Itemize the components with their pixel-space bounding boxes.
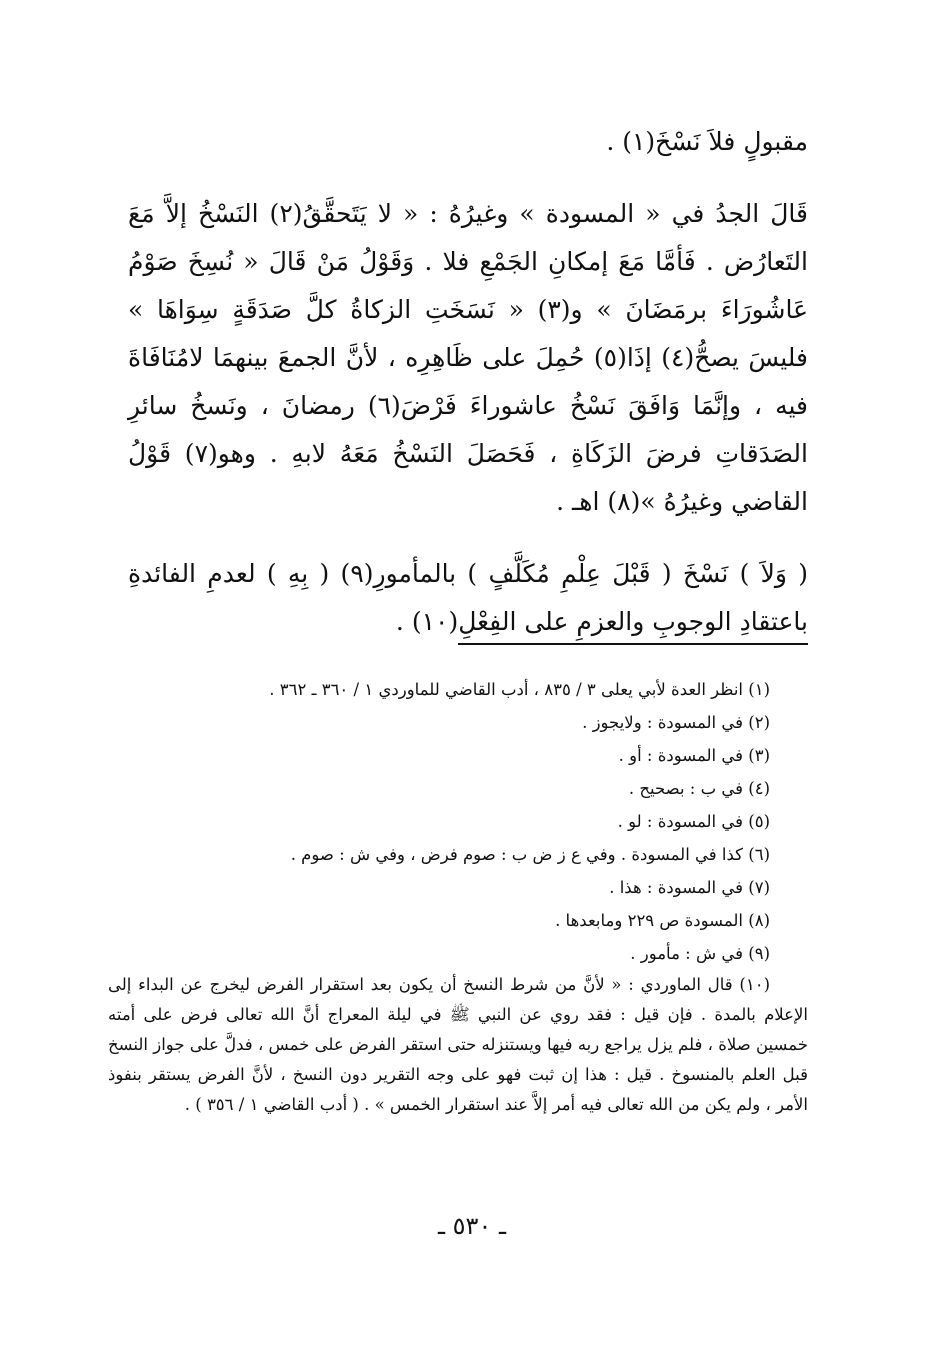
main-paragraph-2: قَالَ الجدُ في « المسودة » وغيرُهُ : « لا يَتَحقَّقُ(٢) النَسْخُ إلاَّ مَعَ التَعارُض . فَأمَّا مَعَ إمكانِ الجَمْعِ فلا . وَقَوْلُ مَنْ قَالَ « نُسِخَ صَوْمُ عَاشُورَاءَ برمَضَانَ » و(٣) « نَسَخَتِ الزكاةُ كلَّ صَدَقَةٍ سِوَاهَا » فليسَ يصحُّ(٤) إذَا(٥) حُمِلَ على ظَاهِرِه ، لأنَّ الجمعَ بينهمَا لامُنَافَاةَ فيه ، وإنَّمَا وَافَقَ نَسْخُ عاشوراءَ فَرْضَ(٦) رمضانَ ، ونَسخُ سائرِ الصَدَقاتِ فرضَ الزَكَاةِ ، فَحَصَلَ النَسْخُ مَعَهُ لابهِ . وهو(٧) قَوْلُ القاضي وغيرُهُ »(٨) اهـ . xyxy=(128,199,809,516)
footnote-5: (٥) في المسودة : لو . xyxy=(617,812,770,831)
page-number: ـ ٥٣٠ ـ xyxy=(437,1212,506,1240)
main-text-block xyxy=(128,118,808,646)
main-paragraph-3: ( وَلاَ ) نَسْخَ ( قَبْلَ عِلْمِ مُكَلَّفٍ ) بالمأمورِ(٩) ( بِهِ ) لعدمِ الفائدةِ باعتقادِ الوجوبِ والعزمِ على الفِعْلِ(١٠) . xyxy=(128,559,809,636)
footnote-4: (٤) في ب : بصحيح . xyxy=(628,779,770,798)
footnote-9: (٩) في ش : مأمور . xyxy=(630,944,770,963)
footnote-8: (٨) المسودة ص ٢٢٩ ومابعدها . xyxy=(555,911,770,930)
footnote-2: (٢) في المسودة : ولايجوز . xyxy=(582,713,770,732)
main-paragraph-1: مقبولٍ فلاَ نَسْخَ(١) . xyxy=(606,127,808,156)
footnote-3: (٣) في المسودة : أو . xyxy=(618,746,770,765)
footnote-1: (١) انظر العدة لأبي يعلى ٣ / ٨٣٥ ، أدب القاضي للماوردي ١ / ٣٦٠ ـ ٣٦٢ . xyxy=(269,680,770,699)
footnotes-section xyxy=(108,673,808,1120)
footnote-10: (١٠) قال الماوردي : « لأنَّ من شرط النسخ أن يكون بعد استقرار الفرض ليخرج عن البداء إلى الإعلام بالمدة . فإن قيل : فقد روي عن النبي ﷺ في ليلة المعراج أنَّ الله تعالى فرض على أمته خمسين صلاة ، فلم يزل يراجع ربه فيها ويستنزله حتى استقر الفرض على خمس ، فدلَّ على جواز النسخ قبل العلم بالمنسوخ . قيل : هذا إن ثبت فهو على وجه التقرير دون النسخ ، لأنَّ الفرض يستقر بنفوذ الأمر ، ولم يكن من الله تعالى فيه أمر إلاَّ عند استقرار الخمس » . ( أدب القاضي ١ / ٣٥٦ ) . xyxy=(108,975,808,1114)
footnote-divider xyxy=(458,643,808,645)
footnote-6: (٦) كذا في المسودة . وفي ع ز ض ب : صوم فرض ، وفي ش : صوم . xyxy=(290,845,770,864)
footnote-7: (٧) في المسودة : هذا . xyxy=(609,878,770,897)
